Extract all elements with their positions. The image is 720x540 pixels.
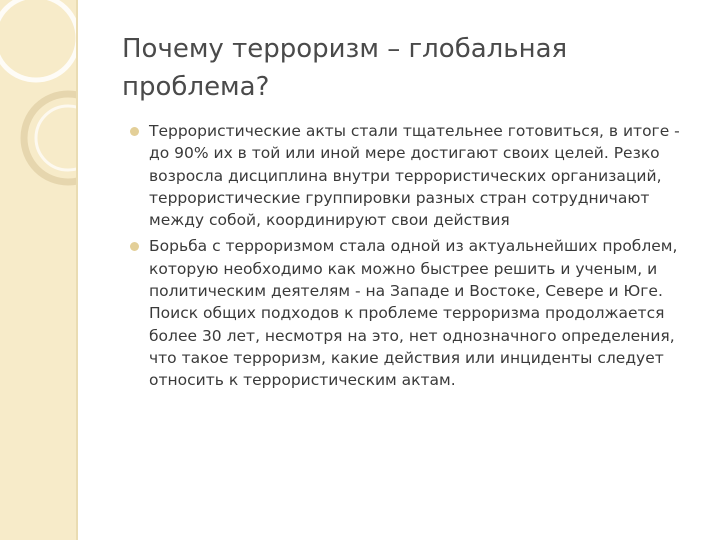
bullet-marker-icon <box>130 127 139 136</box>
slide-title: Почему терроризм – глобальная проблема? <box>122 34 568 102</box>
decorative-side-panel <box>0 0 78 540</box>
bullet-item <box>130 235 700 391</box>
bullet-text: Борьба с терроризмом стала одной из актуальнейших проблем, которую необходимо как можно быстрее решить и ученым, и политическим деятелям - на Западе и Востоке, Севере и Юге. Поиск общих подходов к проблеме терроризма продолжается более 30 лет, несмотря на это, нет однозначного определения, что такое терроризм, какие действия или инциденты следует относить к террористическим актам. <box>149 237 678 390</box>
side-panel-edge <box>76 0 78 540</box>
bullet-item <box>130 120 700 231</box>
bullet-list <box>130 120 700 396</box>
bullet-text: Террористические акты стали тщательнее готовиться, в итоге - до 90% их в той или иной мере достигают своих целей. Резко возросла дисциплина внутри террористических организаций, террористические группировки разных стран сотрудничают между собой, координируют свои действия <box>149 122 680 230</box>
decorative-circles-icon <box>0 0 78 540</box>
bullet-marker-icon <box>130 242 139 251</box>
